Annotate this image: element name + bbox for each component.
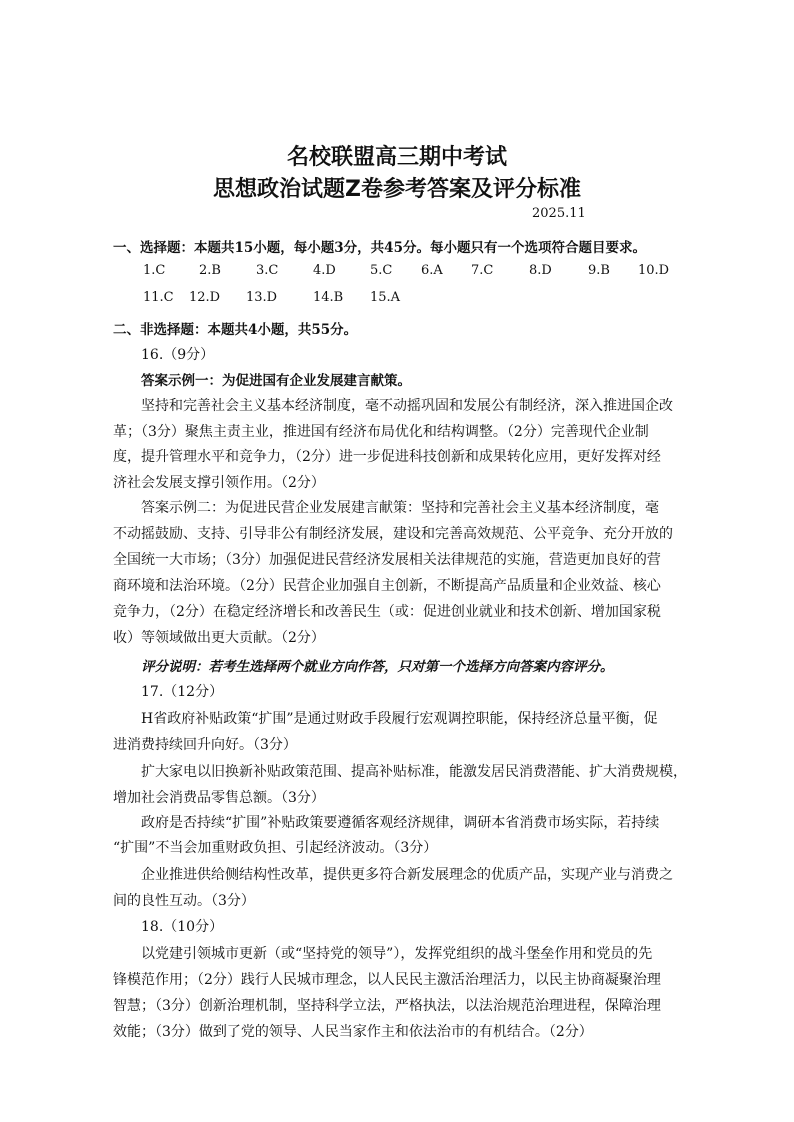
q17-line: 政府是否持续“扩围”补贴政策要遵循客观经济规律，调研本省消费市场实际，若持续 — [141, 815, 660, 831]
mc-answer: 11.C — [143, 290, 174, 305]
exam-date: 2025.11 — [532, 206, 586, 221]
q17-line: “扩围”不当会加重财政负担、引起经济波动。（3分） — [113, 840, 438, 856]
mc-answer: 10.D — [638, 263, 670, 278]
q16-example1-line: 济社会发展支撑引领作用。（2分） — [113, 475, 325, 491]
mc-answer: 3.C — [256, 263, 279, 278]
q17-label: 17.（12分） — [141, 684, 224, 700]
mc-answer: 1.C — [143, 263, 166, 278]
q16-example2-line: 全国统一大市场；（3分）加强促进民营经济发展相关法律规范的实施，营造更加良好的营 — [113, 552, 661, 568]
q16-example1-line: 坚持和完善社会主义基本经济制度，毫不动摇巩固和发展公有制经济，深入推进国企改 — [141, 398, 673, 414]
part1-heading: 一、选择题：本题共15小题，每小题3分，共45分。每小题只有一个选项符合题目要求。 — [113, 240, 646, 256]
q17-line: 间的良性互动。（3分） — [113, 893, 255, 909]
q17-line: H省政府补贴政策“扩围”是通过财政手段履行宏观调控职能，保持经济总量平衡，促 — [141, 711, 658, 727]
q16-example1-title: 答案示例一：为促进国有企业发展建言献策。 — [141, 373, 411, 389]
mc-answer: 14.B — [313, 290, 344, 305]
q18-line: 智慧；（3分）创新治理机制，坚持科学立法，严格执法，以法治规范治理进程，保障治理 — [113, 998, 661, 1014]
q16-example2-line: 收）等领域做出更大贡献。（2分） — [113, 630, 325, 646]
exam-subtitle: 思想政治试题Z卷参考答案及评分标准 — [213, 177, 581, 202]
mc-answer: 7.C — [471, 263, 494, 278]
mc-answer: 6.A — [421, 263, 443, 278]
mc-answer: 5.C — [370, 263, 393, 278]
q17-line: 增加社会消费品零售总额。（3分） — [113, 790, 325, 806]
q16-example2-line: 答案示例二：为促进民营企业发展建言献策：坚持和完善社会主义基本经济制度，毫 — [141, 500, 659, 516]
mc-answer: 2.B — [199, 263, 221, 278]
q18-line: 锋模范作用；（2分）践行人民城市理念，以人民民主激活治理活力，以民主协商凝聚治理 — [113, 972, 661, 988]
q17-line: 企业推进供给侧结构性改革，提供更多符合新发展理念的优质产品，实现产业与消费之 — [141, 867, 673, 883]
q16-example2-line: 不动摇鼓励、支持、引导非公有制经济发展，建设和完善高效规范、公平竞争、充分开放的 — [113, 526, 673, 542]
mc-answer: 9.B — [588, 263, 610, 278]
mc-answer: 12.D — [189, 290, 221, 305]
q17-line: 扩大家电以旧换新补贴政策范围、提高补贴标准，能激发居民消费潜能、扩大消费规模， — [141, 764, 687, 780]
q16-label: 16.（9分） — [141, 347, 215, 363]
part2-heading: 二、非选择题：本题共4小题，共55分。 — [113, 322, 358, 338]
mc-answer: 4.D — [313, 263, 336, 278]
q16-example2-line: 竞争力，（2分）在稳定经济增长和改善民生（或：促进创业就业和技术创新、增加国家税 — [113, 604, 661, 620]
exam-title: 名校联盟高三期中考试 — [286, 145, 507, 170]
q16-scoring-note: 评分说明：若考生选择两个就业方向作答，只对第一个选择方向答案内容评分。 — [141, 659, 614, 675]
q16-example1-line: 度，提升管理水平和竞争力，（2分）进一步促进科技创新和成果转化应用，更好发挥对经 — [113, 449, 661, 465]
mc-answer: 15.A — [370, 290, 401, 305]
q18-line: 效能；（3分）做到了党的领导、人民当家作主和依法治市的有机结合。（2分） — [113, 1024, 593, 1040]
mc-answer: 13.D — [246, 290, 278, 305]
q16-example1-line: 革；（3分）聚焦主责主业，推进国有经济布局优化和结构调整。（2分）完善现代企业制 — [113, 424, 649, 440]
mc-answer: 8.D — [529, 263, 552, 278]
q18-label: 18.（10分） — [141, 919, 224, 935]
q17-line: 进消费持续回升向好。（3分） — [113, 737, 297, 753]
q18-line: 以党建引领城市更新（或“坚持党的领导”），发挥党组织的战斗堡垒作用和党员的先 — [141, 946, 653, 962]
q16-example2-line: 商环境和法治环境。（2分）民营企业加强自主创新，不断提高产品质量和企业效益、核心 — [113, 578, 661, 594]
